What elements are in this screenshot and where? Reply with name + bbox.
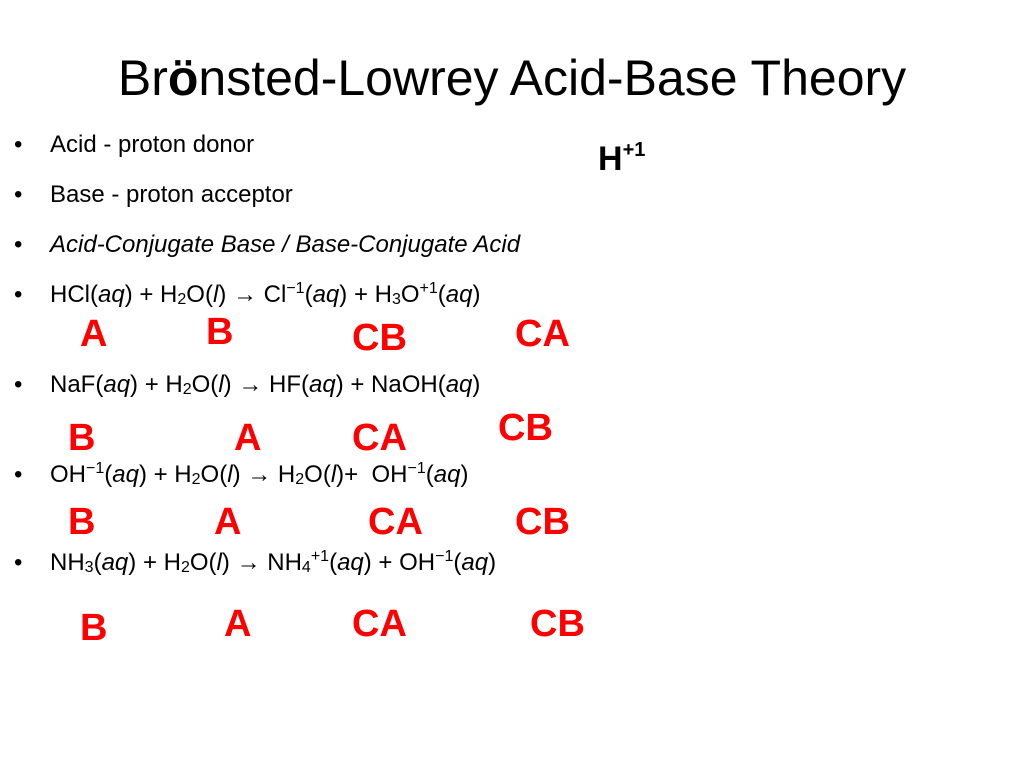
label-acid: A	[234, 417, 262, 459]
slide-title: Brönsted-Lowrey Acid-Base Theory	[117, 50, 907, 106]
equation-2: • $NaF(aq) + H_2O(l) \to HF(aq)$ + NaOH(aq)	[14, 371, 481, 398]
arrow-icon: →	[232, 281, 257, 308]
label-acid: A	[224, 603, 252, 645]
label-conjugate-acid: CA	[515, 313, 570, 355]
equation-3: • $OH^{-1}(aq) + H_2O(l) \to H_2O(l)+ OH^{-1}(aq)$	[14, 460, 469, 488]
label-conjugate-base: CB	[515, 501, 570, 543]
def-base: • Base - proton acceptor	[14, 181, 293, 208]
label-base: B	[80, 607, 108, 649]
label-acid: A	[214, 501, 242, 543]
label-base: B	[206, 311, 234, 353]
equation-4: • $NH_3(aq) + H_2O(l) \to NH_4^{+1}(aq) + OH^{-1}(aq)$	[14, 548, 497, 576]
label-conjugate-base: CB	[352, 317, 407, 359]
proton-symbol: $H^{+1}$	[598, 139, 646, 178]
def-acid: • Acid - proton donor	[14, 131, 255, 158]
label-base: B	[68, 417, 96, 459]
label-base: B	[68, 501, 96, 543]
arrow-icon: →	[236, 549, 261, 576]
label-conjugate-base: CB	[530, 603, 585, 645]
label-conjugate-base: CB	[498, 407, 553, 449]
def-conjugate: • Acid-Conjugate Base / Base-Conjugate Acid	[14, 231, 521, 258]
label-conjugate-acid: CA	[352, 603, 407, 645]
arrow-icon: →	[238, 371, 263, 398]
label-conjugate-acid: CA	[368, 501, 423, 543]
label-conjugate-acid: CA	[352, 417, 407, 459]
equation-1: • $HCl(aq) + H_2O(l) \to Cl^{-1}(aq) + H_3O^{+1}(aq)$	[14, 280, 481, 308]
label-acid: A	[80, 313, 108, 355]
arrow-icon: →	[247, 461, 272, 488]
